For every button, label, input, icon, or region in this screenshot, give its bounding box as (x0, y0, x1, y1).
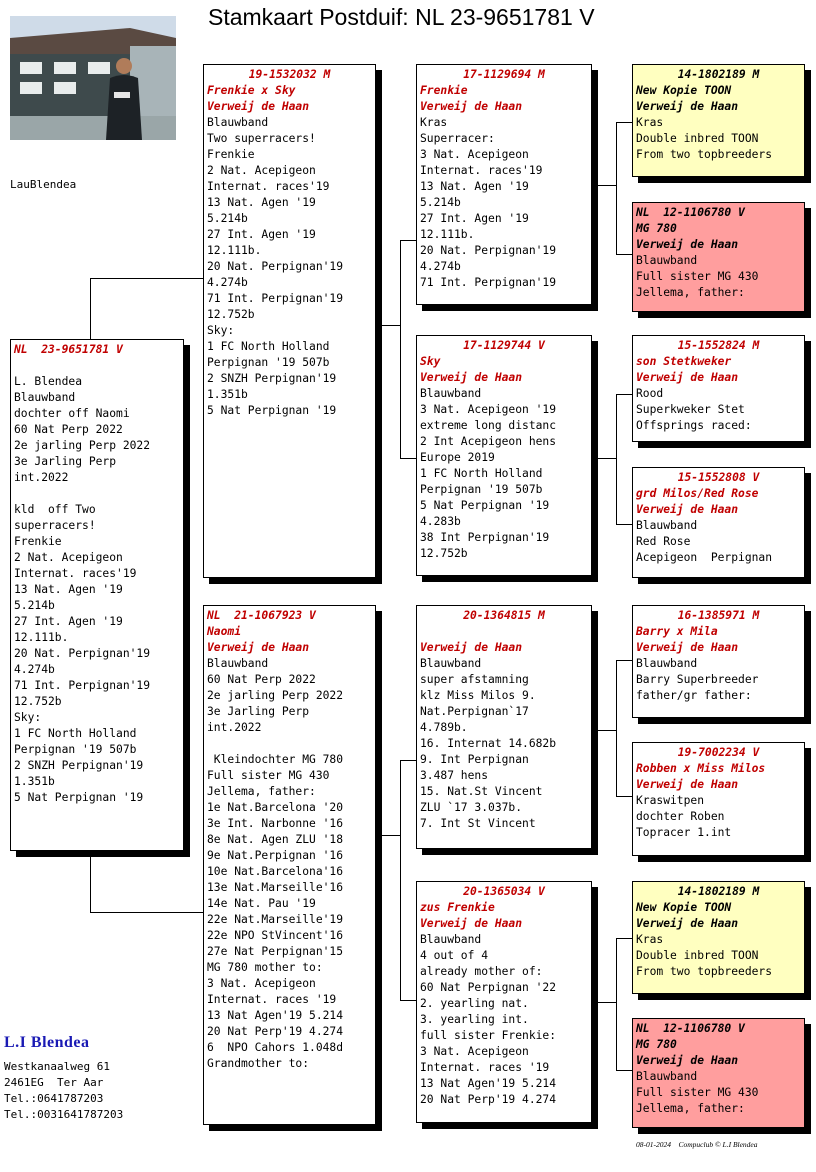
pedigree-line: 3 Nat. Acepigeon (420, 1045, 529, 1058)
pedigree-line: 1e Nat.Barcelona '20 (207, 801, 344, 814)
connector-line (616, 938, 617, 1070)
pedigree-line: From two topbreeders (636, 965, 773, 978)
pedigree-line: Frenkie (207, 148, 255, 161)
pedigree-line: New Kopie TOON (636, 84, 732, 97)
pedigree-line: dochter Roben (636, 810, 725, 823)
pedigree-line: Robben x Miss Milos (636, 762, 766, 775)
pedigree-line: Internat. races '19 (207, 993, 337, 1006)
pedigree-line: Red Rose (636, 535, 691, 548)
card-lines (636, 83, 801, 163)
mmf-card (632, 881, 805, 994)
pedigree-line: 5 Nat Perpignan '19 (14, 791, 144, 804)
pedigree-line: MG 780 (636, 222, 677, 235)
pedigree-line: 3.487 hens (420, 769, 489, 782)
pedigree-line: 9. Int Perpignan (420, 753, 529, 766)
pedigree-line: Frenkie (14, 535, 62, 548)
pedigree-line: 20 Nat Perp'19 4.274 (207, 1025, 344, 1038)
pedigree-line: Blauwband (636, 657, 698, 670)
connector-line (616, 122, 632, 123)
pedigree-line: superracers! (14, 519, 96, 532)
connector-line (616, 660, 632, 661)
pedigree-line: int.2022 (207, 721, 262, 734)
pedigree-line: 60 Nat Perp 2022 (207, 673, 316, 686)
card-lines (420, 900, 588, 1108)
subject-card (10, 339, 184, 851)
pedigree-line: Blauwband (420, 387, 482, 400)
pedigree-line: 71 Int. Perpignan'19 (207, 292, 344, 305)
card-lines (636, 900, 801, 980)
pedigree-line: 20 Nat. Perpignan'19 (207, 260, 344, 273)
pedigree-line: 4.274b (14, 663, 55, 676)
pedigree-line: L. Blendea (14, 375, 83, 388)
mf-card (416, 605, 592, 849)
pedigree-line: Verweij de Haan (636, 778, 739, 791)
ring-number: 15-1552808 V (677, 471, 760, 484)
pedigree-line: 1.351b (207, 388, 248, 401)
pedigree-line: int.2022 (14, 471, 69, 484)
pedigree-line: grd Milos/Red Rose (636, 487, 759, 500)
pedigree-line: 27e Nat Perpignan'15 (207, 945, 344, 958)
mmm-card (632, 1018, 805, 1128)
pedigree-line: Offsprings raced: (636, 419, 752, 432)
connector-line (376, 325, 400, 326)
connector-line (400, 240, 401, 458)
pedigree-line: 3e Int. Narbonne '16 (207, 817, 344, 830)
card-lines (636, 486, 801, 566)
ff-card (416, 64, 592, 305)
pedigree-line: From two topbreeders (636, 148, 773, 161)
pedigree-line: Perpignan '19 507b (207, 356, 330, 369)
pedigree-line: Internat. races'19 (207, 180, 330, 193)
connector-line (592, 185, 616, 186)
connector-line (90, 278, 204, 279)
pedigree-line: Blauwband (420, 933, 482, 946)
ring-number: NL 23-9651781 V (14, 343, 123, 356)
mff-card (632, 605, 805, 718)
photo-caption: LauBlendea (10, 178, 77, 191)
pedigree-line: Internat. races '19 (420, 1061, 550, 1074)
pedigree-line: Kraswitpen (636, 794, 705, 807)
card-lines (636, 761, 801, 841)
pedigree-line: 1 FC North Holland (14, 727, 137, 740)
pedigree-line: 13 Nat. Agen '19 (207, 196, 316, 209)
pedigree-line: 3e Jarling Perp (14, 455, 117, 468)
connector-line (616, 524, 632, 525)
pedigree-line: 12.111b. (420, 228, 475, 241)
pedigree-line: Blauwband (14, 391, 76, 404)
pedigree-line: Verweij de Haan (636, 100, 739, 113)
connector-line (616, 796, 632, 797)
connector-line (616, 254, 632, 255)
pedigree-line: son Stetkweker (636, 355, 732, 368)
pedigree-line: Barry x Mila (636, 625, 718, 638)
pedigree-line: 71 Int. Perpignan'19 (420, 276, 557, 289)
pedigree-line: Verweij de Haan (207, 641, 310, 654)
pedigree-line: 20 Nat Perp'19 4.274 (420, 1093, 557, 1106)
loft-photo-illustration (10, 16, 176, 140)
pedigree-line: 12.111b. (207, 244, 262, 257)
pedigree-line: 60 Nat Perpignan '22 (420, 981, 557, 994)
card-lines (636, 624, 801, 704)
pedigree-line: 4.283b (420, 515, 461, 528)
pedigree-line: extreme long distanc (420, 419, 557, 432)
card-lines (636, 221, 801, 301)
pedigree-line: 13e Nat.Marseille'16 (207, 881, 344, 894)
pedigree-line: Verweij de Haan (636, 917, 739, 930)
pedigree-line: Blauwband (636, 1070, 698, 1083)
pedigree-line: MG 780 mother to: (207, 961, 323, 974)
pedigree-line: Rood (636, 387, 664, 400)
pedigree-line: Superracer: (420, 132, 495, 145)
pedigree-line: Verweij de Haan (207, 100, 310, 113)
connector-line (400, 760, 417, 761)
pedigree-line: Sky (420, 355, 441, 368)
fmm-card (632, 467, 805, 578)
pedigree-line: 5 Nat Perpignan '19 (207, 404, 337, 417)
pedigree-line: Naomi (207, 625, 242, 638)
owner-address-line: 2461EG Ter Aar (4, 1076, 104, 1089)
pedigree-line: Verweij de Haan (420, 917, 523, 930)
owner-name: L.I Blendea (4, 1034, 90, 1051)
connector-line (616, 122, 617, 254)
pedigree-line: Full sister MG 430 (636, 270, 759, 283)
mm-card (416, 881, 592, 1123)
pedigree-line: 2 SNZH Perpignan'19 (207, 372, 337, 385)
pedigree-line: 13 Nat. Agen '19 (420, 180, 529, 193)
pedigree-line: New Kopie TOON (636, 901, 732, 914)
pedigree-line: 2e jarling Perp 2022 (207, 689, 344, 702)
card-lines (207, 83, 372, 419)
connector-line (616, 394, 617, 524)
pedigree-line: Full sister MG 430 (207, 769, 330, 782)
pedigree-line (420, 624, 588, 640)
ring-number: 20-1364815 M (463, 609, 545, 622)
pedigree-line: 20 Nat. Perpignan'19 (14, 647, 151, 660)
pedigree-line: Sky: (207, 324, 235, 337)
owner-phone-line: Tel.:0031641787203 (4, 1108, 124, 1121)
father-card (203, 64, 376, 578)
ffm-card (632, 202, 805, 312)
pedigree-line (14, 486, 180, 502)
pedigree-line: 27 Int. Agen '19 (207, 228, 316, 241)
pedigree-line: 6 NPO Cahors 1.048d (207, 1041, 344, 1054)
ring-number: NL 21-1067923 V (207, 609, 316, 622)
ring-number: 14-1802189 M (677, 885, 760, 898)
pedigree-line: 7. Int St Vincent (420, 817, 536, 830)
ring-number: NL 12-1106780 V (636, 1022, 745, 1035)
connector-line (376, 835, 400, 836)
connector-line (592, 1002, 616, 1003)
pedigree-line: Frenkie (420, 84, 468, 97)
pedigree-line: Internat. races'19 (420, 164, 543, 177)
pedigree-line: MG 780 (636, 1038, 677, 1051)
pedigree-line: 9e Nat.Perpignan '16 (207, 849, 344, 862)
pedigree-line: Kras (636, 933, 664, 946)
pedigree-line: Grandmother to: (207, 1057, 310, 1070)
pedigree-line: Internat. races'19 (14, 567, 137, 580)
pedigree-line: Verweij de Haan (636, 641, 739, 654)
pedigree-line: Blauwband (420, 657, 482, 670)
connector-line (616, 938, 632, 939)
card-lines (420, 624, 588, 832)
page-title: Stamkaart Postduif: NL 23-9651781 V (208, 4, 595, 30)
ring-number: 17-1129694 M (463, 68, 545, 81)
pedigree-line: 71 Int. Perpignan'19 (14, 679, 151, 692)
pedigree-line: 1 FC North Holland (420, 467, 543, 480)
pedigree-line: Jellema, father: (636, 1102, 745, 1115)
pedigree-line: 2 SNZH Perpignan'19 (14, 759, 144, 772)
pedigree-line: father/gr father: (636, 689, 752, 702)
pedigree-line (14, 358, 180, 374)
pedigree-line: Two superracers! (207, 132, 316, 145)
card-lines (420, 354, 588, 562)
pedigree-line: Verweij de Haan (420, 641, 523, 654)
pedigree-line: super afstamning (420, 673, 529, 686)
connector-line (400, 240, 417, 241)
pedigree-line: 2 Int Acepigeon hens (420, 435, 557, 448)
pedigree-line: Verweij de Haan (636, 238, 739, 251)
pedigree-line: 27 Int. Agen '19 (14, 615, 123, 628)
pedigree-line: 13 Nat Agen'19 5.214 (420, 1077, 557, 1090)
pedigree-line: 2 Nat. Acepigeon (207, 164, 316, 177)
card-lines (636, 1037, 801, 1117)
pedigree-line: 12.752b (14, 695, 62, 708)
pedigree-line: 5.214b (14, 599, 55, 612)
pedigree-line: zus Frenkie (420, 901, 495, 914)
pedigree-line: Sky: (14, 711, 42, 724)
pedigree-line: 12.752b (420, 547, 468, 560)
pedigree-line: Blauwband (207, 116, 269, 129)
pedigree-line: 12.111b. (14, 631, 69, 644)
pedigree-line: Double inbred TOON (636, 132, 759, 145)
pedigree-line: 38 Int Perpignan'19 (420, 531, 550, 544)
pedigree-line: 3 Nat. Acepigeon '19 (420, 403, 557, 416)
footer-credit: 08-01-2024 Compuclub © L.I Blendea (636, 1140, 758, 1149)
pedigree-line: Blauwband (207, 657, 269, 670)
connector-line (400, 458, 417, 459)
pedigree-line: Jellema, father: (636, 286, 745, 299)
pedigree-line: Verweij de Haan (420, 100, 523, 113)
card-lines (420, 83, 588, 291)
pedigree-line: 3 Nat. Acepigeon (420, 148, 529, 161)
pedigree-line: 2 Nat. Acepigeon (14, 551, 123, 564)
pedigree-line: Blauwband (636, 519, 698, 532)
pedigree-line: 13 Nat. Agen '19 (14, 583, 123, 596)
ring-number: 14-1802189 M (677, 68, 760, 81)
pedigree-line: Verweij de Haan (420, 371, 523, 384)
pedigree-line: 3. yearling int. (420, 1013, 529, 1026)
ring-number: 17-1129744 V (463, 339, 545, 352)
pedigree-line: 1 FC North Holland (207, 340, 330, 353)
pedigree-line: Perpignan '19 507b (420, 483, 543, 496)
owner-photo (10, 16, 176, 140)
connector-line (90, 278, 91, 340)
connector-line (90, 850, 91, 912)
ring-number: 19-1532032 M (248, 68, 331, 81)
pedigree-line (207, 736, 372, 752)
connector-line (90, 912, 204, 913)
pedigree-line: Kleindochter MG 780 (207, 753, 344, 766)
pedigree-line: Perpignan '19 507b (14, 743, 137, 756)
ring-number: 19-7002234 V (677, 746, 760, 759)
connector-line (592, 458, 616, 459)
pedigree-line: Verweij de Haan (636, 1054, 739, 1067)
ring-number: 15-1552824 M (677, 339, 760, 352)
card-lines (207, 624, 372, 1072)
pedigree-line: Barry Superbreeder (636, 673, 759, 686)
pedigree-line: full sister Frenkie: (420, 1029, 557, 1042)
card-lines (14, 358, 180, 806)
pedigree-line: 27 Int. Agen '19 (420, 212, 529, 225)
pedigree-line: 16. Internat 14.682b (420, 737, 557, 750)
pedigree-line: 12.752b (207, 308, 255, 321)
pedigree-line: Kras (636, 116, 664, 129)
fm-card (416, 335, 592, 576)
pedigree-line: already mother of: (420, 965, 543, 978)
pedigree-line: Frenkie x Sky (207, 84, 296, 97)
pedigree-line: 3e Jarling Perp (207, 705, 310, 718)
pedigree-line: Verweij de Haan (636, 503, 739, 516)
pedigree-line: Double inbred TOON (636, 949, 759, 962)
pedigree-line: 14e Nat. Pau '19 (207, 897, 316, 910)
pedigree-line: 4.274b (420, 260, 461, 273)
pedigree-line: 60 Nat Perp 2022 (14, 423, 123, 436)
connector-line (400, 760, 401, 1000)
pedigree-line: Topracer 1.int (636, 826, 732, 839)
pedigree-line: Verweij de Haan (636, 371, 739, 384)
pedigree-line: 4 out of 4 (420, 949, 489, 962)
ring-number: 16-1385971 M (677, 609, 760, 622)
pedigree-line: Superkweker Stet (636, 403, 745, 416)
pedigree-line: 22e Nat.Marseille'19 (207, 913, 344, 926)
pedigree-line: 5.214b (420, 196, 461, 209)
pedigree-line: 15. Nat.St Vincent (420, 785, 543, 798)
connector-line (616, 660, 617, 796)
pedigree-line: 3 Nat. Acepigeon (207, 977, 316, 990)
pedigree-line: Jellema, father: (207, 785, 316, 798)
pedigree-line: Full sister MG 430 (636, 1086, 759, 1099)
pedigree-line: dochter off Naomi (14, 407, 130, 420)
pedigree-line: Blauwband (636, 254, 698, 267)
pedigree-line: 5.214b (207, 212, 248, 225)
pedigree-line: 5 Nat Perpignan '19 (420, 499, 550, 512)
mfm-card (632, 742, 805, 856)
connector-line (400, 1000, 417, 1001)
pedigree-line: Kras (420, 116, 448, 129)
pedigree-line: 2e jarling Perp 2022 (14, 439, 151, 452)
pedigree-line: ZLU `17 3.037b. (420, 801, 523, 814)
ring-number: NL 12-1106780 V (636, 206, 745, 219)
fff-card (632, 64, 805, 177)
fmf-card (632, 335, 805, 442)
pedigree-line: 20 Nat. Perpignan'19 (420, 244, 557, 257)
pedigree-line: 4.274b (207, 276, 248, 289)
pedigree-line: 2. yearling nat. (420, 997, 529, 1010)
pedigree-line: 8e Nat. Agen ZLU '18 (207, 833, 344, 846)
connector-line (616, 1070, 632, 1071)
pedigree-line: 4.789b. (420, 721, 468, 734)
pedigree-line: kld off Two (14, 503, 96, 516)
mother-card (203, 605, 376, 1125)
pedigree-line: 13 Nat Agen'19 5.214 (207, 1009, 344, 1022)
pedigree-line: 1.351b (14, 775, 55, 788)
connector-line (592, 730, 616, 731)
owner-address-line: Westkanaalweg 61 (4, 1060, 110, 1073)
card-lines (636, 354, 801, 434)
connector-line (616, 394, 632, 395)
ring-number: 20-1365034 V (463, 885, 545, 898)
pedigree-line: Acepigeon Perpignan (636, 551, 773, 564)
pedigree-line: 10e Nat.Barcelona'16 (207, 865, 344, 878)
pedigree-line: 22e NPO StVincent'16 (207, 929, 344, 942)
owner-phone-line: Tel.:0641787203 (4, 1092, 104, 1105)
pedigree-line: Europe 2019 (420, 451, 495, 464)
pedigree-line: Nat.Perpignan`17 (420, 705, 529, 718)
pedigree-line: klz Miss Milos 9. (420, 689, 536, 702)
